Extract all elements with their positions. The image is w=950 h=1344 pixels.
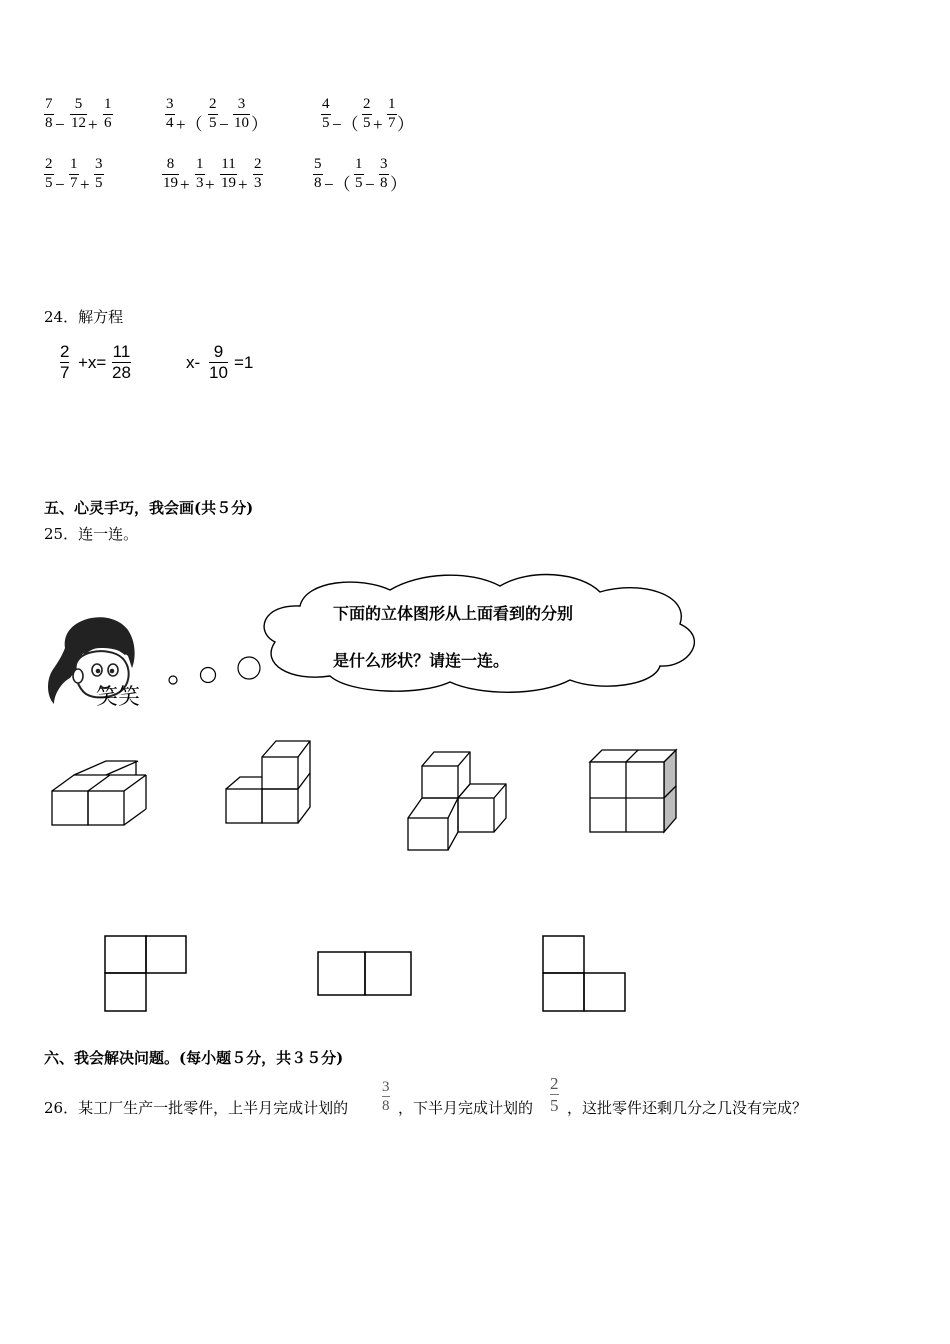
question-24-title: 24．解方程 [44,308,124,326]
operator: − [219,115,229,134]
question-26-suffix: ，这批零件还剩几分之几没有完成？ [567,1099,808,1117]
solid-figure-1 [48,757,148,829]
fraction: 1 7 [388,96,396,131]
section-6-title: 六、我会解决问题。(每小题５分，共３５分) [44,1049,344,1067]
fraction: 2 3 [254,156,262,191]
fraction: 2 5 [209,96,217,131]
fraction: 7 8 [45,96,53,131]
fraction: 1 6 [104,96,112,131]
operator: + [205,175,215,194]
thought-bubbles [165,655,265,695]
cloud-text-line-2: 是什么形状？请连一连。 [333,651,510,670]
operator: + [373,115,383,134]
fraction: 2 5 [45,156,53,191]
solid-figure-4 [586,746,686,836]
fraction: 9 10 [209,342,228,382]
question-25-title: 25．连一连。 [44,525,139,543]
operator: −（ [332,115,359,134]
operator: +（ [176,115,203,134]
question-26-middle: ，下半月完成计划的 [398,1099,534,1117]
top-view-shape-1 [103,934,189,1014]
fraction: 2 5 [363,96,371,131]
fraction: 3 5 [95,156,103,191]
operator: −（ [324,175,351,194]
fraction: 5 12 [71,96,86,131]
solid-figure-3 [402,746,512,854]
fraction: 1 3 [196,156,204,191]
paren: ） [390,175,407,194]
fraction: 3 8 [380,156,388,191]
operator: + [238,175,248,194]
fraction: 8 19 [163,156,178,191]
operator: − [365,175,375,194]
operator: + [80,175,90,194]
question-26-prefix: 26．某工厂生产一批零件，上半月完成计划的 [44,1099,349,1117]
fraction: 1 7 [70,156,78,191]
fraction: 3 10 [234,96,249,131]
fraction: 2 7 [60,342,70,382]
fraction: 3 4 [166,96,174,131]
fraction: 11 19 [221,156,236,191]
operator: + [180,175,190,194]
fraction: 3 8 [382,1079,390,1114]
operator: − [55,175,65,194]
equation-operator: x- [186,353,201,372]
solid-figure-2 [222,735,322,827]
top-view-shape-3 [541,934,629,1014]
paren: ） [397,115,414,134]
equation-operator: =1 [234,353,254,372]
equation-operator: +x= [78,353,107,372]
girl-name-label: 笑笑 [96,685,141,710]
operator: + [88,115,98,134]
cloud-text-line-1: 下面的立体图形从上面看到的分别 [333,604,574,623]
operator: − [55,115,65,134]
fraction: 4 5 [322,96,330,131]
fraction: 2 5 [550,1074,559,1115]
fraction: 1 5 [355,156,363,191]
top-view-shape-2 [316,950,414,998]
fraction: 11 28 [112,342,131,382]
speech-cloud [260,572,700,702]
paren: ） [251,115,268,134]
section-5-title: 五、心灵手巧，我会画(共５分) [44,499,254,517]
fraction: 5 8 [314,156,322,191]
